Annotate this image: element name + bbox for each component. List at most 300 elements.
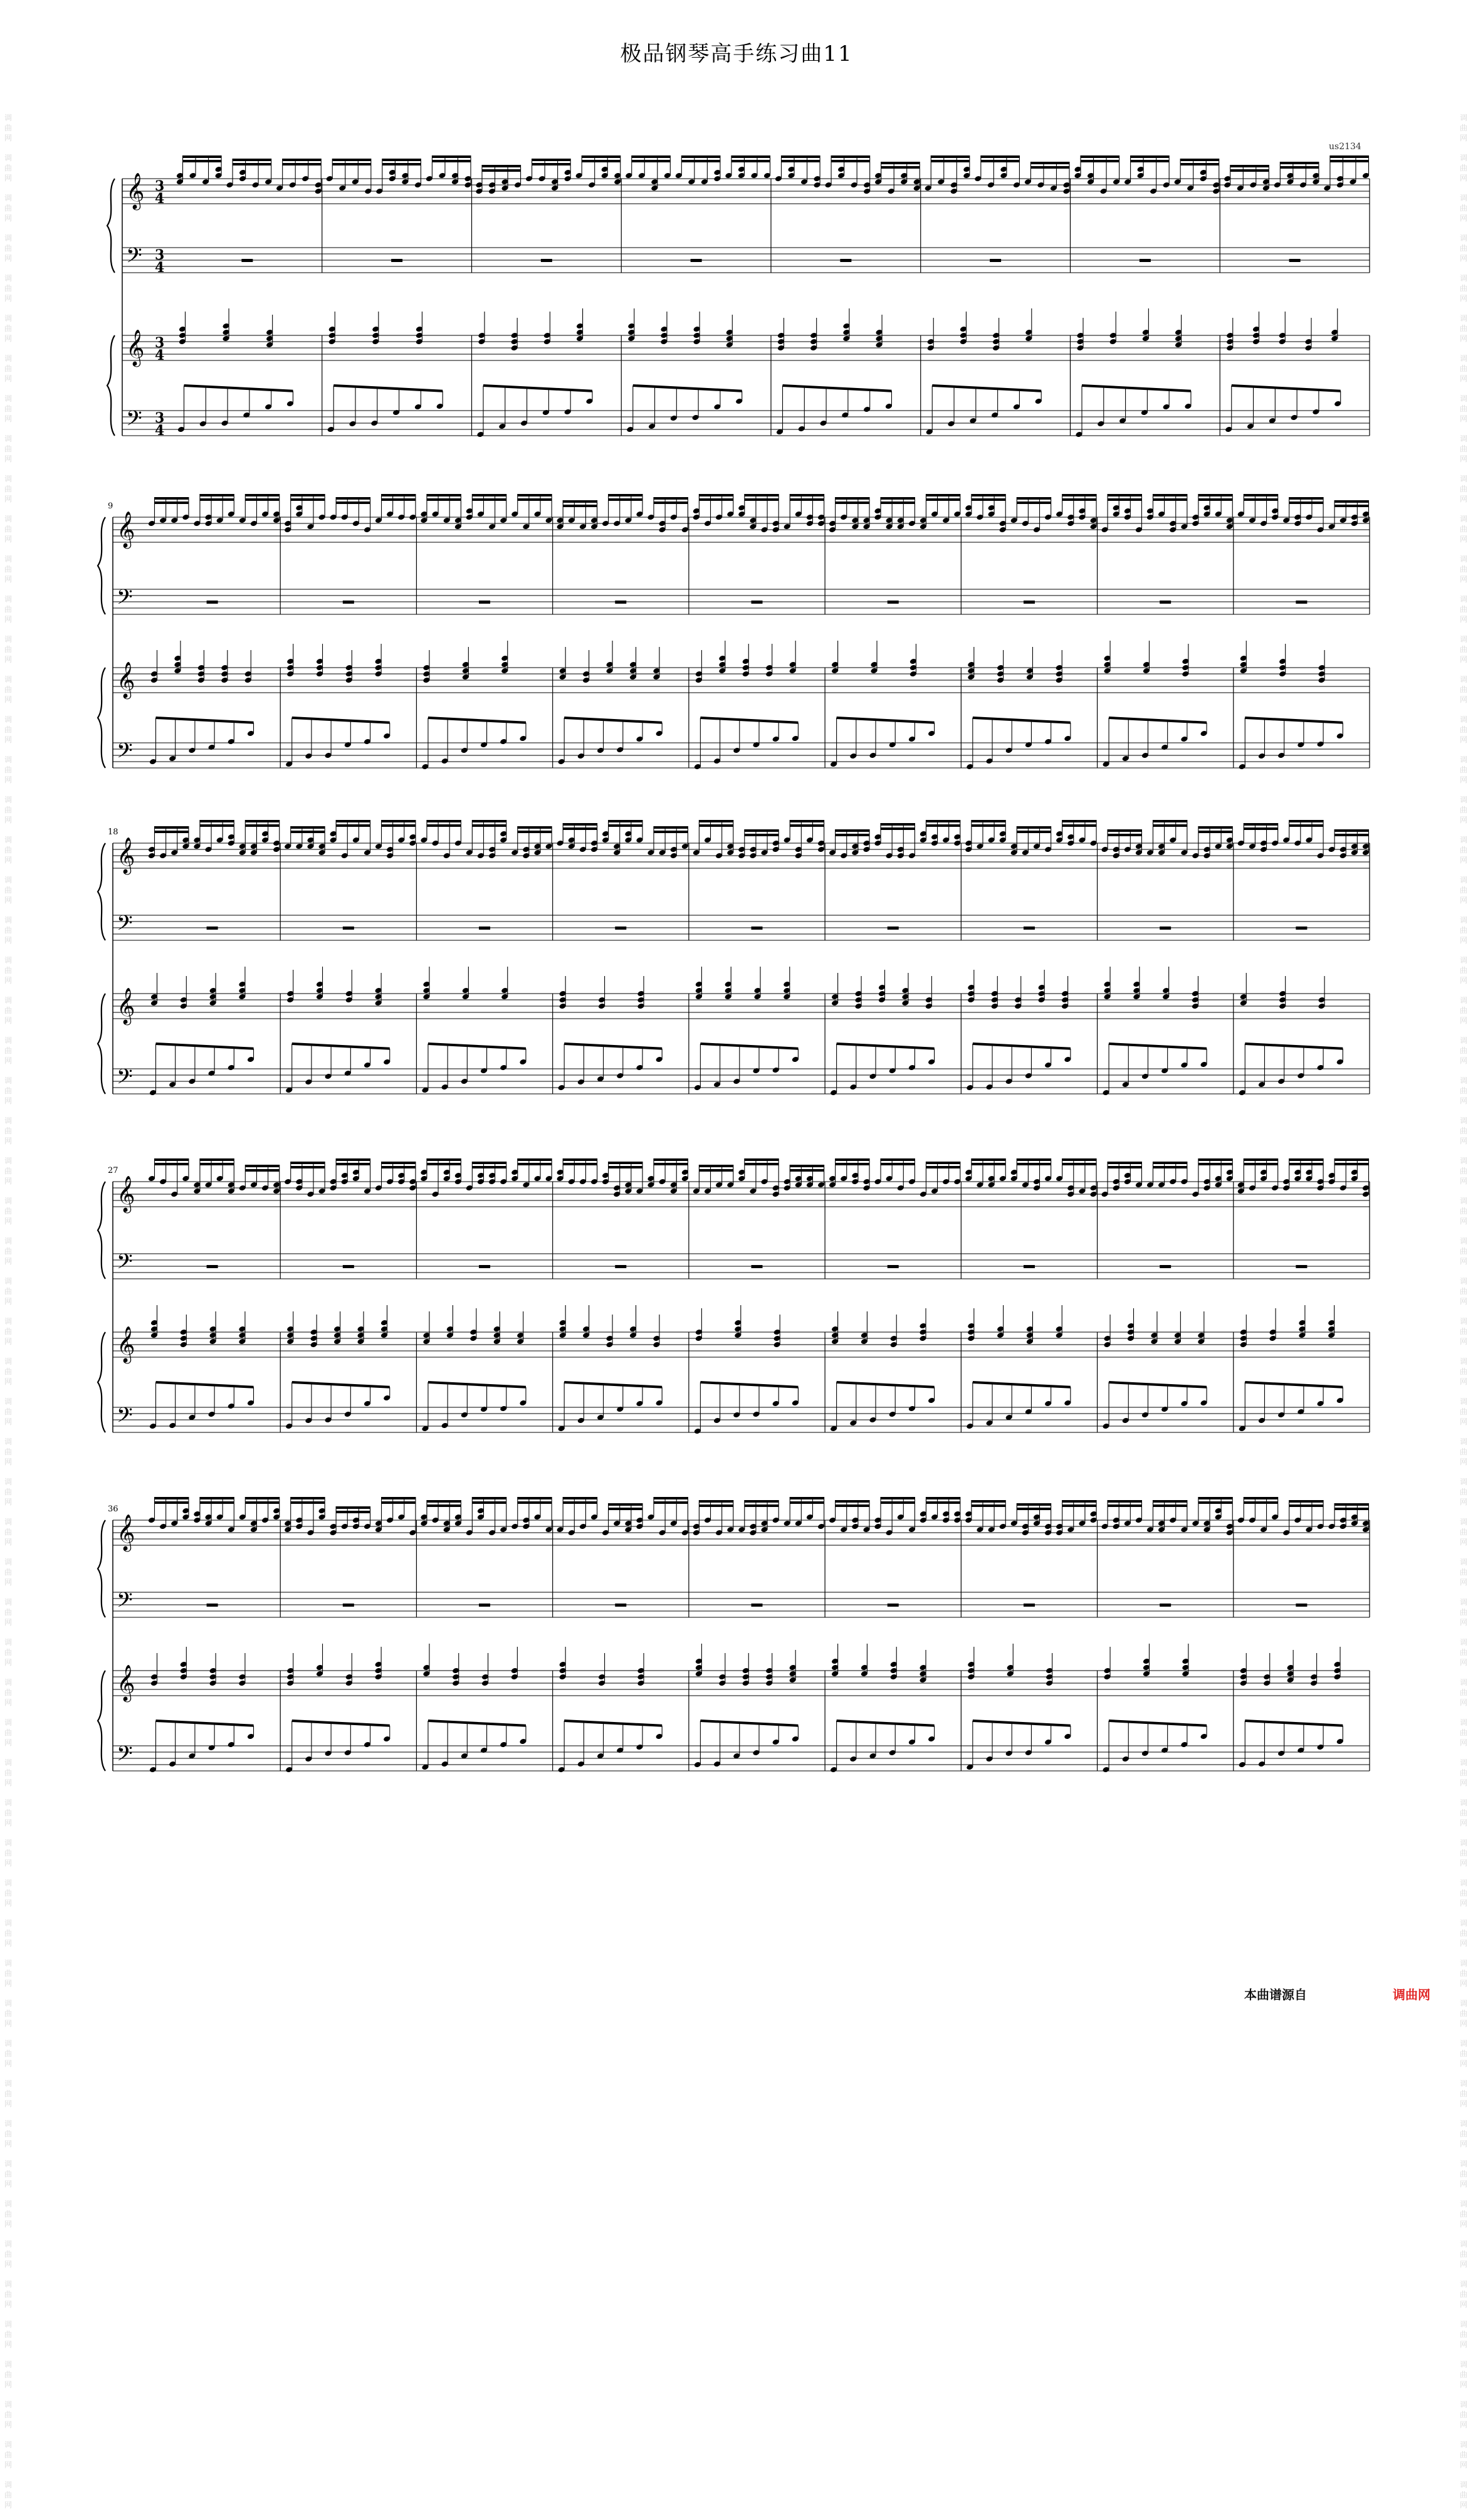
whole-rest bbox=[1296, 601, 1307, 604]
beam bbox=[972, 498, 1005, 501]
beam bbox=[1062, 1504, 1096, 1507]
beam bbox=[790, 1165, 824, 1167]
beam bbox=[1108, 1166, 1141, 1168]
footer-site-logo: 调曲网 bbox=[1393, 1987, 1430, 2002]
whole-rest bbox=[615, 601, 626, 604]
whole-rest bbox=[615, 1265, 626, 1268]
whole-rest bbox=[1024, 601, 1035, 604]
beam bbox=[155, 497, 189, 500]
beam bbox=[654, 826, 688, 829]
beam bbox=[563, 1497, 597, 1499]
brace bbox=[98, 843, 105, 940]
beam bbox=[1334, 1503, 1368, 1506]
beam bbox=[291, 831, 325, 833]
whole-rest bbox=[1296, 1604, 1307, 1607]
beam bbox=[790, 494, 824, 496]
beam bbox=[1244, 823, 1277, 826]
beam bbox=[382, 820, 416, 822]
beam bbox=[926, 1501, 960, 1504]
treble-clef-icon: 𝄞 bbox=[117, 1175, 135, 1212]
whole-rest bbox=[479, 601, 490, 604]
beam bbox=[972, 1500, 1005, 1503]
beam bbox=[609, 1508, 642, 1510]
beam bbox=[382, 159, 421, 161]
beam bbox=[1108, 1504, 1141, 1507]
whole-rest bbox=[1296, 927, 1307, 930]
beam bbox=[472, 498, 506, 501]
beam bbox=[926, 1166, 960, 1168]
whole-rest bbox=[1160, 927, 1171, 930]
beam bbox=[472, 1166, 506, 1168]
watermark-left: 调 曲 网 调 曲 网 调 曲 网 调 曲 网 调 曲 网 调 曲 网 调 曲 网 调 曲 网 调 曲 网 调 曲 网 调 曲 网 调 曲 网 调 曲 网 调 曲 网 调 曲 网 调 曲 网 调 曲 网 调 曲 网 调 曲 网 调 曲 网 调 曲 网 调 曲 网 调 曲 网 调 曲 网 调 曲 网 调 曲 网 调 曲 网 调 曲 网 调 曲 网 调 曲 网 调 曲 网 调 曲 网 调 曲 网 调 曲 网 调 曲 网 调 曲 网 调 曲 网 调 曲 网 调 曲 网 调 曲 网 调 曲 网 调 曲 网 调 曲 网 调 曲 网 调 曲 网 调 曲 网 调 曲 网 调 曲 网 调 曲 网 调 曲 网 调 曲 网 调 曲 网 调 曲 网 调 曲 网 调 曲 网 调 曲 网 调 曲 网 调 曲 网 调 曲 网 调 曲 网 bbox=[4, 113, 12, 2509]
beam bbox=[1198, 494, 1232, 496]
beam bbox=[699, 824, 733, 827]
beam bbox=[1244, 494, 1277, 496]
beam bbox=[699, 1504, 733, 1507]
beam bbox=[1153, 498, 1187, 501]
beam bbox=[836, 501, 869, 504]
treble-clef-icon: 𝄞 bbox=[117, 987, 135, 1024]
beam bbox=[483, 386, 592, 391]
beam bbox=[654, 501, 688, 504]
beam bbox=[972, 494, 1005, 496]
beam bbox=[183, 155, 222, 158]
beam bbox=[783, 386, 892, 391]
beam bbox=[1330, 155, 1369, 158]
beam bbox=[609, 1503, 642, 1506]
beam bbox=[609, 1166, 642, 1168]
beam bbox=[582, 155, 621, 158]
beam bbox=[156, 1721, 254, 1726]
beam bbox=[1289, 1158, 1323, 1161]
beam bbox=[291, 1166, 325, 1168]
beam bbox=[836, 834, 869, 836]
whole-rest bbox=[1140, 259, 1151, 262]
bass-clef-icon: 𝄢 bbox=[117, 911, 133, 940]
beam bbox=[1081, 160, 1119, 162]
beam bbox=[292, 1721, 390, 1726]
beam bbox=[1108, 1500, 1141, 1503]
beam bbox=[700, 1382, 798, 1387]
beam bbox=[745, 1163, 778, 1165]
beam bbox=[1244, 498, 1277, 501]
beam bbox=[518, 494, 552, 496]
beam bbox=[245, 1497, 279, 1499]
beam bbox=[1062, 824, 1096, 827]
beam bbox=[836, 1163, 869, 1165]
beam bbox=[981, 155, 1020, 158]
beam bbox=[1109, 1721, 1207, 1726]
beam bbox=[427, 1163, 461, 1165]
beam bbox=[1180, 163, 1219, 165]
bass-clef-icon: 𝄢 bbox=[117, 1250, 133, 1279]
beam bbox=[973, 1721, 1071, 1726]
beam bbox=[518, 831, 552, 833]
brace bbox=[98, 1520, 105, 1617]
bass-clef-icon: 𝄢 bbox=[117, 1588, 133, 1617]
watermark-right: 调 曲 网 调 曲 网 调 曲 网 调 曲 网 调 曲 网 调 曲 网 调 曲 网 调 曲 网 调 曲 网 调 曲 网 调 曲 网 调 曲 网 调 曲 网 调 曲 网 调 曲 网 调 曲 网 调 曲 网 调 曲 网 调 曲 网 调 曲 网 调 曲 网 调 曲 网 调 曲 网 调 曲 网 调 曲 网 调 曲 网 调 曲 网 调 曲 网 调 曲 网 调 曲 网 调 曲 网 调 曲 网 调 曲 网 调 曲 网 调 曲 网 调 曲 网 调 曲 网 调 曲 网 调 曲 网 调 曲 网 调 曲 网 调 曲 网 调 曲 网 调 曲 网 调 曲 网 调 曲 网 调 曲 网 调 曲 网 调 曲 网 调 曲 网 调 曲 网 调 曲 网 调 曲 网 调 曲 网 调 曲 网 调 曲 网 调 曲 网 调 曲 网 调 曲 网 调 曲 网 bbox=[1459, 113, 1467, 2509]
beam bbox=[200, 820, 234, 822]
beam bbox=[482, 165, 521, 167]
whole-rest bbox=[888, 601, 899, 604]
measure-number: 36 bbox=[108, 1504, 118, 1514]
beam bbox=[926, 1162, 960, 1164]
beam bbox=[1334, 1158, 1368, 1161]
beam bbox=[1108, 829, 1141, 832]
beam bbox=[472, 824, 506, 827]
whole-rest bbox=[541, 259, 552, 262]
beam bbox=[563, 500, 597, 503]
beam bbox=[881, 162, 920, 164]
beam bbox=[745, 498, 778, 501]
whole-rest bbox=[1296, 1265, 1307, 1268]
beam bbox=[332, 163, 371, 165]
whole-rest bbox=[691, 259, 702, 262]
beam bbox=[563, 505, 597, 507]
beam bbox=[1289, 824, 1323, 827]
beam bbox=[155, 501, 189, 504]
beam bbox=[699, 1500, 733, 1503]
beam bbox=[291, 1162, 325, 1164]
beam bbox=[532, 159, 571, 161]
beam bbox=[1017, 831, 1051, 833]
beam bbox=[745, 1500, 778, 1503]
treble-clef-icon: 𝄞 bbox=[126, 329, 145, 365]
whole-rest bbox=[207, 1604, 218, 1607]
beam bbox=[790, 1497, 824, 1499]
beam bbox=[932, 386, 1041, 391]
beam bbox=[1062, 1158, 1096, 1161]
beam bbox=[1131, 155, 1170, 158]
beam bbox=[245, 820, 279, 822]
beam bbox=[518, 1163, 552, 1165]
beam bbox=[582, 160, 621, 162]
time-signature-bottom: 4 bbox=[155, 260, 165, 276]
beam bbox=[681, 160, 720, 162]
beam bbox=[1017, 1503, 1051, 1506]
beam bbox=[1017, 497, 1051, 500]
beam bbox=[1230, 165, 1269, 167]
beam bbox=[1330, 160, 1369, 162]
beam bbox=[881, 1501, 915, 1504]
beam bbox=[681, 155, 720, 158]
beam bbox=[609, 1162, 642, 1164]
beam bbox=[482, 169, 521, 172]
beam bbox=[1198, 1158, 1232, 1161]
beam bbox=[518, 1158, 552, 1161]
beam bbox=[518, 826, 552, 829]
brace bbox=[107, 335, 115, 436]
beam bbox=[1108, 494, 1141, 496]
beam bbox=[972, 1163, 1005, 1165]
whole-rest bbox=[1024, 1265, 1035, 1268]
beam bbox=[1289, 1163, 1323, 1165]
whole-rest bbox=[752, 1265, 763, 1268]
beam bbox=[183, 160, 222, 162]
whole-rest bbox=[391, 259, 402, 262]
treble-clef-icon: 𝄞 bbox=[117, 1326, 135, 1362]
beam bbox=[1153, 494, 1187, 496]
whole-rest bbox=[343, 601, 354, 604]
beam bbox=[233, 163, 271, 165]
beam bbox=[1198, 826, 1232, 829]
beam bbox=[745, 1158, 778, 1161]
beam bbox=[972, 1158, 1005, 1161]
bass-clef-icon: 𝄢 bbox=[117, 1742, 133, 1771]
beam bbox=[1244, 1497, 1277, 1499]
beam bbox=[283, 159, 322, 161]
treble-clef-icon: 𝄞 bbox=[117, 661, 135, 698]
whole-rest bbox=[615, 1604, 626, 1607]
whole-rest bbox=[343, 1265, 354, 1268]
footer-source-text: 本曲谱源自 bbox=[1244, 1987, 1307, 2002]
beam bbox=[427, 1500, 461, 1503]
beam bbox=[200, 1163, 234, 1165]
beam bbox=[245, 494, 279, 496]
beam bbox=[292, 1044, 390, 1049]
beam bbox=[155, 831, 189, 833]
beam bbox=[926, 824, 960, 827]
beam bbox=[981, 160, 1020, 162]
beam bbox=[1017, 1163, 1051, 1165]
beam bbox=[156, 1044, 254, 1049]
beam bbox=[564, 1044, 662, 1049]
beam bbox=[699, 1165, 733, 1167]
beam bbox=[1030, 162, 1069, 164]
beam bbox=[881, 497, 915, 500]
whole-rest bbox=[207, 1265, 218, 1268]
beam bbox=[1232, 386, 1341, 391]
beam bbox=[200, 1497, 234, 1499]
beam bbox=[200, 498, 234, 501]
beam bbox=[291, 498, 325, 501]
whole-rest bbox=[1160, 1265, 1171, 1268]
whole-rest bbox=[752, 601, 763, 604]
brace bbox=[98, 994, 105, 1094]
beam bbox=[518, 1497, 552, 1499]
beam bbox=[382, 824, 416, 827]
beam bbox=[1131, 160, 1170, 162]
beam bbox=[1153, 1504, 1187, 1507]
beam bbox=[881, 166, 920, 169]
beam bbox=[831, 160, 870, 162]
beam bbox=[245, 824, 279, 827]
measure-number: 27 bbox=[108, 1166, 118, 1175]
beam bbox=[632, 155, 671, 158]
beam bbox=[1289, 497, 1323, 500]
beam bbox=[1334, 1508, 1368, 1510]
beam bbox=[609, 824, 642, 827]
beam bbox=[472, 1497, 506, 1499]
beam bbox=[245, 1501, 279, 1504]
beam bbox=[1244, 1501, 1277, 1504]
bass-clef-icon: 𝄢 bbox=[117, 739, 133, 768]
beam bbox=[200, 824, 234, 827]
beam bbox=[563, 1163, 597, 1165]
beam bbox=[382, 1497, 416, 1499]
beam bbox=[1198, 1501, 1232, 1504]
whole-rest bbox=[888, 1604, 899, 1607]
beam bbox=[291, 1501, 325, 1504]
beam bbox=[1017, 1158, 1051, 1161]
beam bbox=[1153, 1500, 1187, 1503]
whole-rest bbox=[241, 259, 253, 262]
beam bbox=[155, 1158, 189, 1161]
beam bbox=[926, 820, 960, 822]
beam bbox=[609, 498, 642, 501]
beam bbox=[699, 494, 733, 496]
beam bbox=[973, 718, 1071, 723]
beam bbox=[382, 1166, 416, 1168]
beam bbox=[836, 1158, 869, 1161]
beam bbox=[654, 831, 688, 833]
beam bbox=[745, 834, 778, 836]
beam bbox=[184, 386, 293, 391]
beam bbox=[200, 494, 234, 496]
beam bbox=[745, 494, 778, 496]
treble-clef-icon: 𝄞 bbox=[117, 511, 135, 547]
beam bbox=[291, 1497, 325, 1499]
beam bbox=[156, 718, 254, 723]
beam bbox=[1245, 1721, 1343, 1726]
beam bbox=[563, 827, 597, 830]
beam bbox=[926, 494, 960, 496]
beam bbox=[1081, 155, 1119, 158]
beam bbox=[1108, 1162, 1141, 1164]
time-signature-top: 3 bbox=[155, 178, 165, 194]
beam bbox=[1280, 162, 1319, 164]
measure-number: 9 bbox=[108, 501, 113, 511]
beam bbox=[292, 718, 390, 723]
beam bbox=[333, 386, 443, 391]
beam bbox=[700, 1044, 798, 1049]
beam bbox=[1334, 829, 1368, 832]
beam bbox=[609, 820, 642, 822]
beam bbox=[837, 1044, 935, 1049]
beam bbox=[472, 1162, 506, 1164]
whole-rest bbox=[1024, 1604, 1035, 1607]
beam bbox=[1198, 1163, 1232, 1165]
beam bbox=[1244, 1163, 1277, 1165]
beam bbox=[518, 498, 552, 501]
beam bbox=[563, 823, 597, 826]
beam bbox=[881, 823, 915, 826]
beam bbox=[332, 159, 371, 161]
beam bbox=[632, 160, 671, 162]
beam bbox=[1180, 159, 1219, 161]
beam bbox=[1289, 820, 1323, 822]
brace bbox=[107, 179, 115, 273]
beam bbox=[428, 1382, 526, 1387]
beam bbox=[427, 824, 461, 827]
time-signature-bottom: 4 bbox=[155, 423, 165, 439]
brace bbox=[98, 1182, 105, 1279]
beam bbox=[336, 1163, 370, 1165]
beam bbox=[155, 1497, 189, 1499]
beam bbox=[1109, 1382, 1207, 1387]
beam bbox=[972, 820, 1005, 822]
beam bbox=[427, 498, 461, 501]
beam bbox=[654, 1501, 688, 1504]
beam bbox=[837, 1721, 935, 1726]
time-signature-top: 3 bbox=[155, 335, 165, 351]
whole-rest bbox=[1024, 927, 1035, 930]
beam bbox=[336, 501, 370, 504]
beam bbox=[1198, 831, 1232, 833]
beam bbox=[790, 820, 824, 822]
beam bbox=[700, 718, 798, 723]
beam bbox=[1017, 826, 1051, 829]
beam bbox=[155, 1501, 189, 1504]
beam bbox=[837, 1382, 935, 1387]
measure-number: 18 bbox=[108, 827, 118, 837]
beam bbox=[382, 1501, 416, 1504]
beam bbox=[245, 1169, 279, 1172]
beam bbox=[291, 826, 325, 829]
beam bbox=[1289, 1500, 1323, 1503]
beam bbox=[1244, 1158, 1277, 1161]
beam bbox=[336, 497, 370, 500]
beam bbox=[790, 824, 824, 827]
beam bbox=[731, 155, 770, 158]
beam bbox=[427, 820, 461, 822]
beam bbox=[1109, 718, 1207, 723]
beam bbox=[336, 1511, 370, 1513]
beam bbox=[973, 1382, 1071, 1387]
brace bbox=[98, 1332, 105, 1432]
beam bbox=[427, 494, 461, 496]
whole-rest bbox=[752, 927, 763, 930]
whole-rest bbox=[1289, 259, 1301, 262]
whole-rest bbox=[990, 259, 1001, 262]
treble-clef-icon: 𝄞 bbox=[117, 837, 135, 873]
beam bbox=[564, 718, 662, 723]
bass-clef-icon: 𝄢 bbox=[117, 1404, 133, 1432]
beam bbox=[427, 1158, 461, 1161]
beam bbox=[926, 1497, 960, 1499]
beam bbox=[283, 163, 322, 165]
brace bbox=[98, 668, 105, 768]
beam bbox=[564, 1382, 662, 1387]
time-signature-bottom: 4 bbox=[155, 191, 165, 207]
whole-rest bbox=[888, 1265, 899, 1268]
beam bbox=[1334, 500, 1368, 503]
beam bbox=[1230, 169, 1269, 172]
beam bbox=[1062, 1500, 1096, 1503]
beam bbox=[1082, 386, 1191, 391]
beam bbox=[1109, 1044, 1207, 1049]
bass-clef-icon: 𝄢 bbox=[117, 1065, 133, 1094]
treble-clef-icon: 𝄞 bbox=[117, 1664, 135, 1701]
beam bbox=[1062, 820, 1096, 822]
whole-rest bbox=[479, 927, 490, 930]
beam bbox=[1198, 1497, 1232, 1499]
beam bbox=[972, 824, 1005, 827]
beam bbox=[427, 1504, 461, 1507]
beam bbox=[1280, 166, 1319, 169]
beam bbox=[1245, 1044, 1343, 1049]
treble-clef-icon: 𝄞 bbox=[117, 1514, 135, 1550]
beam bbox=[699, 820, 733, 822]
beam bbox=[881, 1158, 915, 1161]
beam bbox=[292, 1382, 390, 1387]
beam bbox=[699, 498, 733, 501]
beam bbox=[1108, 834, 1141, 836]
beam bbox=[382, 163, 421, 165]
beam bbox=[926, 498, 960, 501]
beam bbox=[1244, 827, 1277, 830]
beam bbox=[700, 1721, 798, 1726]
